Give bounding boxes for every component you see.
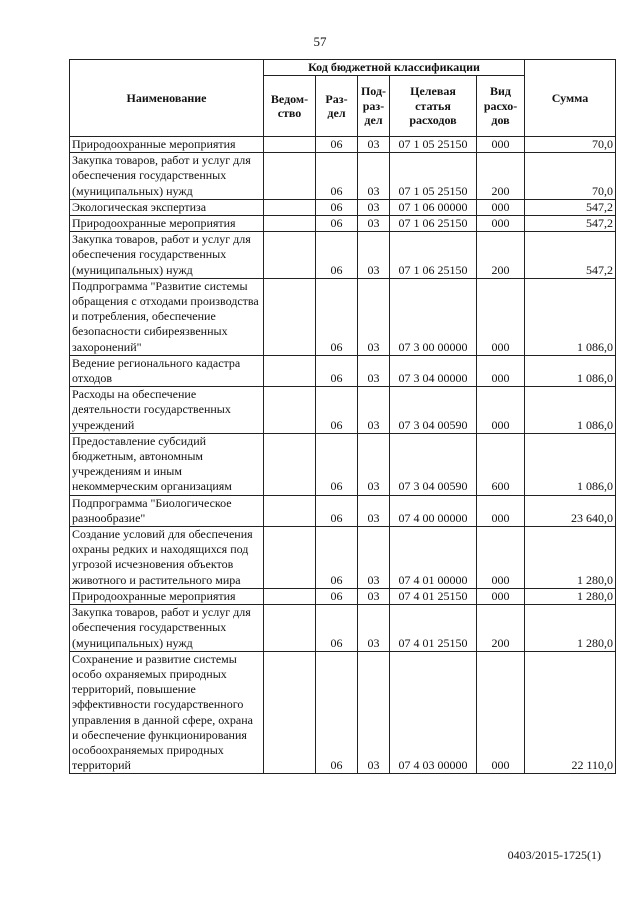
row-podrazdel: 03: [358, 527, 390, 589]
row-tselevaya: 07 1 06 25150: [390, 232, 477, 279]
table-row: [70, 232, 616, 279]
row-name: Природоохранные мероприятия: [70, 137, 264, 153]
row-vedom: [264, 199, 316, 215]
row-podrazdel: 03: [358, 651, 390, 774]
row-tselevaya: 07 3 04 00590: [390, 387, 477, 434]
row-vedom: [264, 588, 316, 604]
document-number: 0403/2015-1725(1): [507, 848, 601, 862]
row-summa: 1 280,0: [525, 527, 616, 589]
row-summa: 547,2: [525, 232, 616, 279]
row-vid: 000: [477, 216, 525, 232]
table-row: [70, 199, 616, 215]
header-vid: Вид расхо-дов: [477, 76, 525, 137]
row-razdel: 06: [316, 495, 358, 526]
row-podrazdel: 03: [358, 588, 390, 604]
row-razdel: 06: [316, 387, 358, 434]
row-name: Экологическая экспертиза: [70, 199, 264, 215]
row-tselevaya: 07 4 03 00000: [390, 651, 477, 774]
row-podrazdel: 03: [358, 153, 390, 200]
row-tselevaya: 07 1 06 25150: [390, 216, 477, 232]
header-row-top: [70, 60, 616, 76]
row-razdel: 06: [316, 216, 358, 232]
row-vedom: [264, 278, 316, 355]
row-name: Природоохранные мероприятия: [70, 216, 264, 232]
row-vid: 200: [477, 605, 525, 652]
row-summa: 22 110,0: [525, 651, 616, 774]
row-vedom: [264, 527, 316, 589]
table-row: [70, 588, 616, 604]
row-tselevaya: 07 1 06 00000: [390, 199, 477, 215]
header-razdel: Раз-дел: [316, 76, 358, 137]
row-podrazdel: 03: [358, 137, 390, 153]
row-name: Сохранение и развитие системы особо охраняемых природных территорий, повышение эффективности государственного управления в данной сфере, охрана и обеспечение функционирования особоохраняемых природных территорий: [70, 651, 264, 774]
row-tselevaya: 07 3 04 00590: [390, 433, 477, 495]
row-vedom: [264, 651, 316, 774]
header-vedom: Ведом-ство: [264, 76, 316, 137]
row-podrazdel: 03: [358, 387, 390, 434]
table-row: [70, 527, 616, 589]
row-vid: 000: [477, 137, 525, 153]
row-vedom: [264, 153, 316, 200]
row-razdel: 06: [316, 153, 358, 200]
row-summa: 547,2: [525, 216, 616, 232]
table-row: [70, 153, 616, 200]
table-row: [70, 605, 616, 652]
row-podrazdel: 03: [358, 199, 390, 215]
row-tselevaya: 07 4 01 25150: [390, 605, 477, 652]
row-tselevaya: 07 3 00 00000: [390, 278, 477, 355]
row-vedom: [264, 433, 316, 495]
row-name: Природоохранные мероприятия: [70, 588, 264, 604]
table-row: [70, 495, 616, 526]
row-vedom: [264, 355, 316, 386]
row-summa: 70,0: [525, 153, 616, 200]
row-vid: 000: [477, 588, 525, 604]
table-row: [70, 433, 616, 495]
row-summa: 1 086,0: [525, 387, 616, 434]
table-header: [70, 60, 616, 137]
row-name: Закупка товаров, работ и услуг для обеспечения государственных (муниципальных) нужд: [70, 232, 264, 279]
row-summa: 1 280,0: [525, 588, 616, 604]
row-vedom: [264, 605, 316, 652]
row-vid: 600: [477, 433, 525, 495]
row-podrazdel: 03: [358, 433, 390, 495]
row-vid: 000: [477, 651, 525, 774]
header-kbk: Код бюджетной классификации: [264, 60, 525, 76]
page-number: 57: [313, 34, 327, 49]
row-name: Закупка товаров, работ и услуг для обеспечения государственных (муниципальных) нужд: [70, 153, 264, 200]
row-tselevaya: 07 3 04 00000: [390, 355, 477, 386]
row-vid: 000: [477, 278, 525, 355]
row-razdel: 06: [316, 199, 358, 215]
row-vid: 000: [477, 527, 525, 589]
row-podrazdel: 03: [358, 232, 390, 279]
header-summa: Сумма: [525, 60, 616, 137]
row-podrazdel: 03: [358, 278, 390, 355]
row-vedom: [264, 232, 316, 279]
row-razdel: 06: [316, 433, 358, 495]
row-name: Подпрограмма "Биологическое разнообразие": [70, 495, 264, 526]
row-razdel: 06: [316, 278, 358, 355]
row-tselevaya: 07 1 05 25150: [390, 153, 477, 200]
row-tselevaya: 07 4 00 00000: [390, 495, 477, 526]
row-razdel: 06: [316, 137, 358, 153]
row-name: Ведение регионального кадастра отходов: [70, 355, 264, 386]
row-name: Расходы на обеспечение деятельности государственных учреждений: [70, 387, 264, 434]
row-name: Предоставление субсидий бюджетным, автономным учреждениям и иным некоммерческим организациям: [70, 433, 264, 495]
row-podrazdel: 03: [358, 216, 390, 232]
table-row: [70, 355, 616, 386]
header-podrazdel: Под-раз-дел: [358, 76, 390, 137]
header-name: Наименование: [70, 60, 264, 137]
row-summa: 1 086,0: [525, 355, 616, 386]
row-vid: 200: [477, 153, 525, 200]
row-vedom: [264, 387, 316, 434]
row-summa: 1 086,0: [525, 433, 616, 495]
table-row: [70, 137, 616, 153]
row-vid: 000: [477, 199, 525, 215]
row-summa: 23 640,0: [525, 495, 616, 526]
table-row: [70, 387, 616, 434]
budget-table: [69, 59, 616, 774]
row-name: Подпрограмма "Развитие системы обращения с отходами производства и потребления, обеспечение безопасности сибиреязвенных захоронений": [70, 278, 264, 355]
row-razdel: 06: [316, 232, 358, 279]
row-summa: 547,2: [525, 199, 616, 215]
row-vid: 200: [477, 232, 525, 279]
row-vid: 000: [477, 387, 525, 434]
row-tselevaya: 07 4 01 25150: [390, 588, 477, 604]
row-razdel: 06: [316, 651, 358, 774]
table-row: [70, 651, 616, 774]
table-row: [70, 278, 616, 355]
header-tselevaya: Целевая статья расходов: [390, 76, 477, 137]
table-body: [70, 137, 616, 774]
row-summa: 70,0: [525, 137, 616, 153]
row-tselevaya: 07 4 01 00000: [390, 527, 477, 589]
row-vid: 000: [477, 355, 525, 386]
row-podrazdel: 03: [358, 355, 390, 386]
row-summa: 1 086,0: [525, 278, 616, 355]
row-razdel: 06: [316, 355, 358, 386]
row-vedom: [264, 216, 316, 232]
row-podrazdel: 03: [358, 605, 390, 652]
row-name: Закупка товаров, работ и услуг для обеспечения государственных (муниципальных) нужд: [70, 605, 264, 652]
row-vedom: [264, 137, 316, 153]
row-tselevaya: 07 1 05 25150: [390, 137, 477, 153]
row-razdel: 06: [316, 527, 358, 589]
row-razdel: 06: [316, 605, 358, 652]
table-row: [70, 216, 616, 232]
row-razdel: 06: [316, 588, 358, 604]
row-podrazdel: 03: [358, 495, 390, 526]
row-name: Создание условий для обеспечения охраны редких и находящихся под угрозой исчезновения объектов животного и растительного мира: [70, 527, 264, 589]
row-summa: 1 280,0: [525, 605, 616, 652]
row-vedom: [264, 495, 316, 526]
row-vid: 000: [477, 495, 525, 526]
